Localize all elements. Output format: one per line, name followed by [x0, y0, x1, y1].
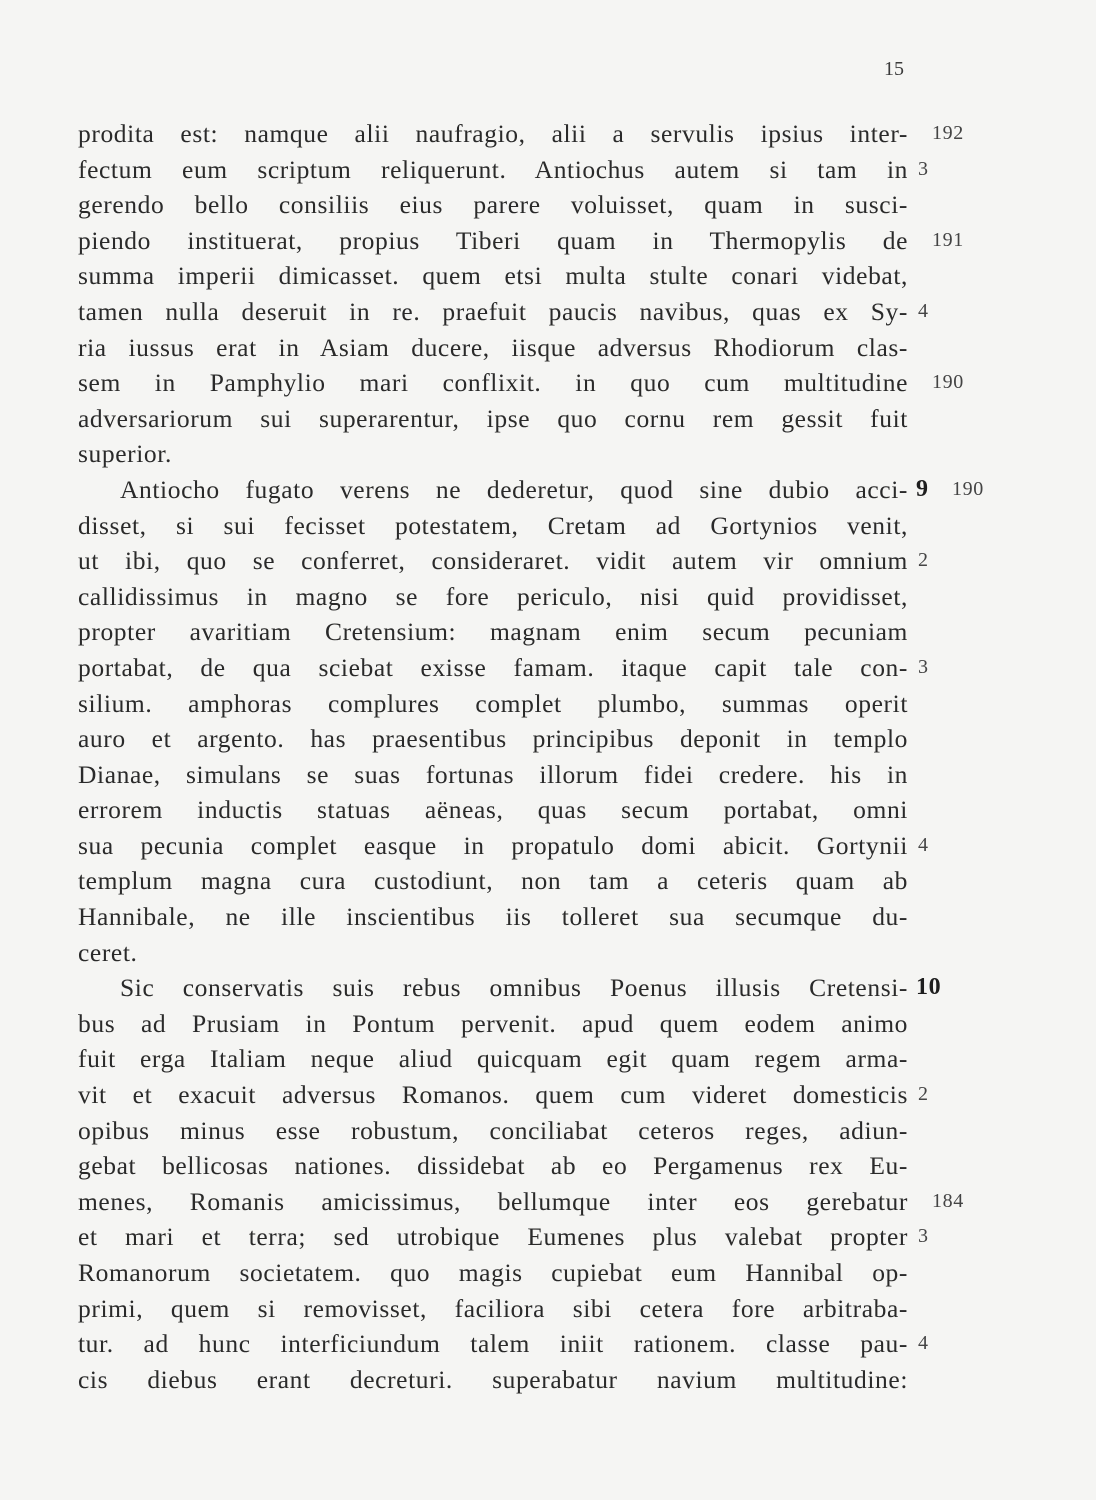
text-line [78, 294, 1088, 330]
margin-year: 190 [932, 371, 964, 394]
line-text: sua pecunia complet easque in propatulo domi abicit. Gortynii [78, 830, 908, 860]
line-text: tur. ad hunc interficiundum talem iniit rationem. classe pau- [78, 1329, 908, 1359]
line-text: Antiocho fugato verens ne dederetur, quod sine dubio acci- [120, 474, 908, 504]
line-text: ut ibi, quo se conferret, consideraret. vidit autem vir omnium [78, 546, 908, 576]
line-text: auro et argento. has praesentibus principibus deponit in templo [78, 724, 908, 754]
line-text: sem in Pamphylio mari conflixit. in quo cum multitudine [78, 368, 908, 398]
section-number: 2 [918, 549, 929, 572]
margin-year: 190 [952, 477, 984, 500]
line-text: menes, Romanis amicissimus, bellumque inter eos gerebatur [78, 1186, 908, 1216]
text-line [78, 614, 1088, 650]
line-text: gebat bellicosas nationes. dissidebat ab eo Pergamenus rex Eu- [78, 1151, 908, 1181]
line-text: disset, si sui fecisset potestatem, Cretam ad Gortynios venit, [78, 510, 908, 540]
text-line [78, 1362, 1088, 1398]
line-text: opibus minus esse robustum, conciliabat ceteros reges, adiun- [78, 1115, 908, 1145]
line-text: silium. amphoras complures complet plumbo, summas operit [78, 688, 908, 718]
line-text: superior. [78, 439, 172, 469]
text-line [78, 1255, 1088, 1291]
line-text: ria iussus erat in Asiam ducere, iisque adversus Rhodiorum clas- [78, 332, 908, 362]
line-text: portabat, de qua sciebat exisse famam. itaque capit tale con- [78, 652, 908, 682]
text-line [78, 472, 1088, 508]
section-number: 4 [918, 833, 929, 856]
section-number: 4 [918, 299, 929, 322]
line-text: fuit erga Italiam neque aliud quicquam egit quam regem arma- [78, 1044, 908, 1074]
line-text: piendo instituerat, propius Tiberi quam in Thermopylis de [78, 225, 908, 255]
text-line [78, 436, 1088, 472]
text-line [78, 1077, 1088, 1113]
line-text: tamen nulla deseruit in re. praefuit paucis navibus, quas ex Sy- [78, 296, 908, 326]
margin-year: 184 [932, 1189, 964, 1212]
text-line [78, 686, 1088, 722]
section-number: 3 [918, 655, 929, 678]
line-text: prodita est: namque alii naufragio, alii a servulis ipsius inter- [78, 119, 908, 148]
text-line [78, 970, 1088, 1006]
text-line [78, 1113, 1088, 1149]
section-number: 4 [918, 1332, 929, 1355]
text-line [78, 757, 1088, 793]
text-line [78, 187, 1088, 223]
page-number: 15 [884, 58, 904, 80]
text-line [78, 1291, 1088, 1327]
line-text: ceret. [78, 937, 138, 967]
text-line [78, 258, 1088, 294]
text-line [78, 863, 1088, 899]
line-text: Dianae, simulans se suas fortunas illorum fidei credere. his in [78, 759, 908, 789]
line-text: bus ad Prusiam in Pontum pervenit. apud quem eodem animo [78, 1008, 908, 1038]
text-line [78, 1006, 1088, 1042]
text-line [78, 508, 1088, 544]
text-line [78, 792, 1088, 828]
chapter-number: 9 [916, 475, 929, 502]
line-text: errorem inductis statuas aëneas, quas secum portabat, omni [78, 795, 908, 825]
line-text: cis diebus erant decreturi. superabatur navium multitudine: [78, 1364, 908, 1394]
chapter-number: 10 [916, 974, 942, 1001]
line-text: vit et exacuit adversus Romanos. quem cum videret domesticis [78, 1080, 908, 1110]
line-text: propter avaritiam Cretensium: magnam enim secum pecuniam [78, 617, 908, 647]
line-text: callidissimus in magno se fore periculo, nisi quid providisset, [78, 581, 908, 611]
line-text: et mari et terra; sed utrobique Eumenes plus valebat propter [78, 1222, 908, 1252]
line-text: templum magna cura custodiunt, non tam a ceteris quam ab [78, 866, 908, 896]
text-line [78, 828, 1088, 864]
text-line [78, 935, 1088, 971]
text-line [78, 1041, 1088, 1077]
text-line [78, 1326, 1088, 1362]
text-line [78, 116, 1088, 152]
text-line [78, 579, 1088, 615]
section-number: 3 [918, 157, 929, 180]
text-line [78, 543, 1088, 579]
text-line [78, 1219, 1088, 1255]
line-text: gerendo bello consiliis eius parere voluisset, quam in susci- [78, 190, 908, 220]
line-text: Sic conservatis suis rebus omnibus Poenus illusis Cretensi- [120, 973, 908, 1003]
line-text: Hannibale, ne ille inscientibus iis tolleret sua secumque du- [78, 902, 908, 932]
margin-year: 192 [932, 122, 964, 144]
margin-year: 191 [932, 228, 964, 251]
text-line [78, 365, 1088, 401]
text-line [78, 330, 1088, 366]
line-text: summa imperii dimicasset. quem etsi multa stulte conari videbat, [78, 261, 908, 291]
text-line [78, 401, 1088, 437]
text-line [78, 650, 1088, 686]
line-text: Romanorum societatem. quo magis cupiebat eum Hannibal op- [78, 1258, 908, 1287]
line-text: fectum eum scriptum reliquerunt. Antiochus autem si tam in [78, 154, 908, 184]
line-text: adversariorum sui superarentur, ipse quo cornu rem gessit fuit [78, 403, 908, 433]
section-number: 3 [918, 1225, 929, 1248]
text-line [78, 1184, 1088, 1220]
text-line [78, 899, 1088, 935]
line-text: primi, quem si removisset, faciliora sibi cetera fore arbitraba- [78, 1293, 908, 1323]
section-number: 2 [918, 1083, 929, 1106]
text-line [78, 223, 1088, 259]
text-column [78, 116, 1088, 1397]
text-line [78, 152, 1088, 188]
text-line [78, 1148, 1088, 1184]
text-line [78, 721, 1088, 757]
